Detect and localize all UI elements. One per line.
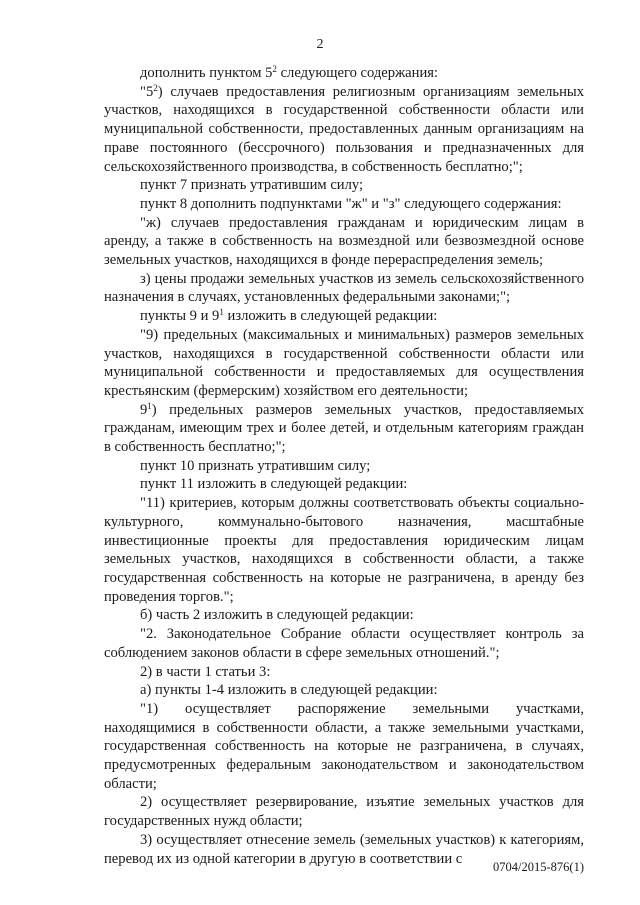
paragraph: "11) критериев, которым должны соответствовать объекты социально-культурного, коммунально-бытового назначения, масштабные инвестиционные проекты для предоставления юридическим лицам земельных участков, находящихся в собственности области, а также государственная собственность на которые не разграничена, в аренду без проведения торгов."; (104, 495, 584, 605)
paragraph: "ж) случаев предоставления гражданам и юридическим лицам в аренду, а также в собственность на возмездной или безвозмездной основе земельных участков, находящихся в фонде перераспределения земель; (104, 214, 584, 269)
document-body (104, 64, 584, 868)
paragraph: "1) осуществляет распоряжение земельными участками, находящимися в собственности области, а также земельными участками, государственная собственность на которые не разграничена, в случаях, предусмотренных федеральным законодательством и законодательством области; (104, 700, 584, 792)
paragraph: пункты 9 и $9^1$ изложить в следующей редакции: (140, 307, 438, 325)
paragraph: дополнить пунктом $5^2$ следующего содержания: (140, 64, 439, 81)
paragraph: пункт 8 дополнить подпунктами "ж" и "з" следующего содержания: (140, 195, 562, 212)
paragraph: "2. Законодательное Собрание области осуществляет контроль за соблюдением законов области в сфере земельных отношений."; (104, 626, 584, 661)
paragraph: 2) осуществляет резервирование, изъятие земельных участков для государственных нужд области; (104, 794, 584, 830)
paragraph: $9^1$) предельных размеров земельных участков, предоставляемых гражданам, имеющим трех и более детей, и отдельным категориям граждан в собственность бесплатно;"; (104, 400, 584, 456)
paragraph: а) пункты 1-4 изложить в следующей редакции: (140, 682, 438, 699)
paragraph: 2) в части 1 статьи 3: (140, 663, 271, 680)
paragraph: з) цены продажи земельных участков из земель сельскохозяйственного назначения в случаях, установленных федеральными законами;"; (104, 270, 584, 306)
document-code: 0704/2015-876(1) (493, 860, 584, 874)
paragraph: пункт 11 изложить в следующей редакции: (140, 476, 408, 493)
paragraph: б) часть 2 изложить в следующей редакции: (140, 607, 414, 624)
paragraph: 3) осуществляет отнесение земель (земельных участков) к категориям, перевод их из одной категории в другую в соответствии с (104, 831, 584, 867)
paragraph: пункт 7 признать утратившим силу; (140, 177, 364, 194)
paragraph: пункт 10 признать утратившим силу; (140, 457, 371, 474)
page-number: 2 (316, 37, 324, 52)
paragraph: "9) предельных (максимальных и минимальных) размеров земельных участков, находящихся в государственной собственности области или муниципальной собственности и предоставляемых для осуществления крестьянским (фермерским) хозяйством его деятельности; (104, 326, 584, 399)
paragraph: "$5^2$) случаев предоставления религиозным организациям земельных участков, находящихся в государственной собственности области или муниципальной собственности, предоставленных данным организациям на праве постоянного (бессрочного) пользования и предназначенных для сельскохозяйственного производства, в собственность бесплатно;"; (104, 82, 584, 175)
